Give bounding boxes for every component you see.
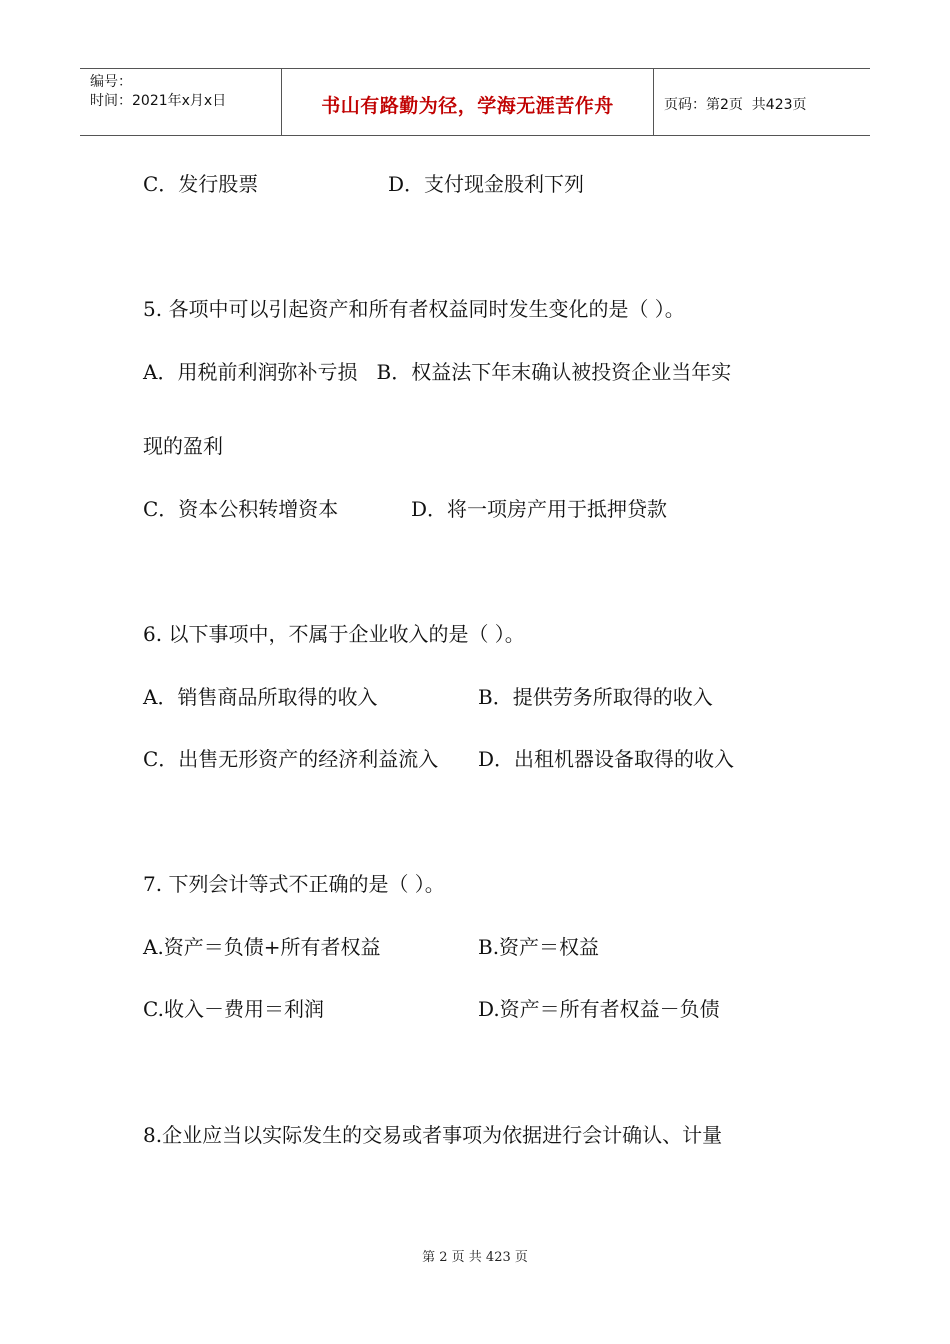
q5-option-c: C．资本公积转增资本: [143, 497, 339, 521]
q6-options-cd: [143, 746, 735, 824]
q6-option-d: D．出租机器设备取得的收入: [478, 747, 735, 771]
header-page-info: 页码：第2页 共423页: [664, 97, 807, 113]
q7-options-cd: [143, 996, 720, 1074]
q7-question: 7. 下列会计等式不正确的是（ ）。: [143, 872, 445, 896]
header-meta: [80, 69, 282, 135]
q6-question: 6. 以下事项中，不属于企业收入的是（ ）。: [143, 622, 525, 646]
q6-option-c: C．出售无形资产的经济利益流入: [143, 747, 439, 771]
q6-option-a: A．销售商品所取得的收入: [143, 685, 378, 709]
q6-option-b: B．提供劳务所取得的收入: [478, 685, 713, 709]
q5-question: 5. 各项中可以引起资产和所有者权益同时发生变化的是（ ）。: [143, 297, 685, 321]
q5-options-cd: [143, 496, 668, 574]
q4-option-c: C．发行股票: [143, 172, 259, 196]
q5-option-ab: A．用税前利润弥补亏损 B．权益法下年末确认被投资企业当年实: [143, 360, 732, 384]
q7-option-a: A.资产＝负债+所有者权益: [143, 935, 381, 959]
header-time-label: 时间：2021年x月x日: [90, 93, 227, 109]
q7-option-d: D.资产＝所有者权益－负债: [478, 997, 720, 1021]
q8-question: 8.企业应当以实际发生的交易或者事项为依据进行会计确认、计量: [143, 1123, 723, 1147]
header-number-label: 编号：: [90, 74, 132, 90]
q4-option-d: D．支付现金股利下列: [388, 172, 585, 196]
page-footer: 第 2 页 共 423 页: [422, 1250, 528, 1265]
q4-options-cd: [143, 171, 585, 249]
header-motto: 书山有路勤为径，学海无涯苦作舟: [282, 69, 654, 135]
q5-option-d: D．将一项房产用于抵押贷款: [411, 497, 668, 521]
page-header: [80, 68, 870, 136]
q5-option-ab-cont: 现的盈利: [143, 434, 223, 458]
q7-option-b: B.资产＝权益: [478, 935, 600, 959]
q7-option-c: C.收入－费用＝利润: [143, 997, 324, 1021]
